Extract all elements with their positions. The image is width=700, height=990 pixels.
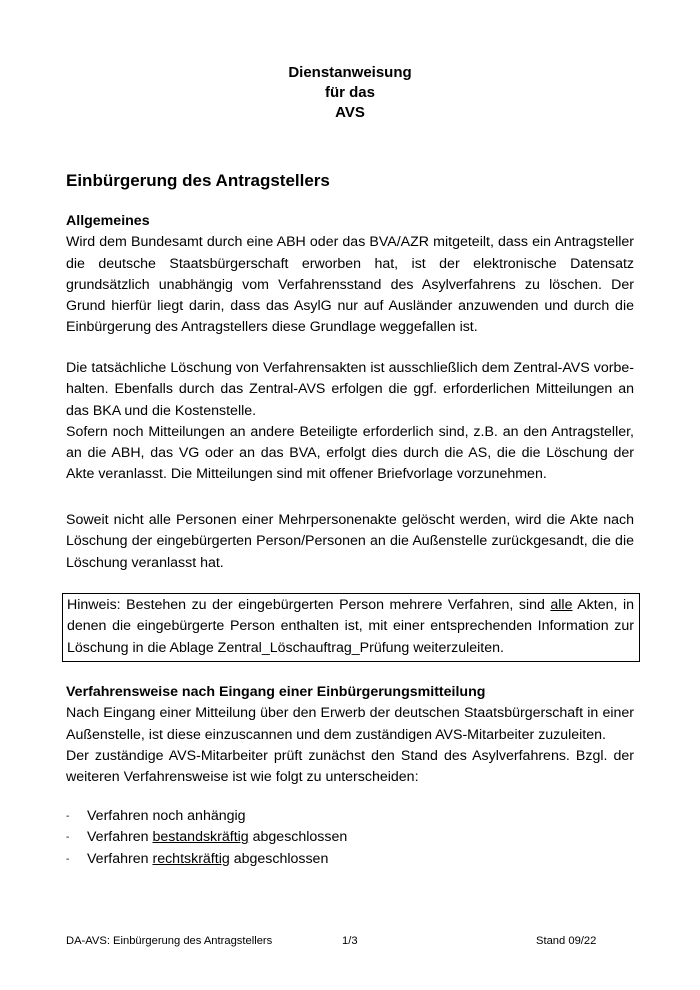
list-item [66, 827, 347, 848]
title-line-2: für das [324, 84, 375, 101]
hint-text-before: Hinweis: Bestehen zu der eingebürgerten Person mehrere Verfahren, sind [67, 597, 551, 613]
list-bullet: - [66, 832, 70, 844]
multi-person-section [66, 510, 634, 574]
procedure-section [66, 682, 634, 788]
hint-underlined-word: alle [550, 597, 573, 613]
title-line-3: AVS [335, 104, 365, 121]
procedure-paragraph-2: Der zuständige AVS-Mitarbeiter prüft zunächst den Stand des Asylverfahrens. Bzgl. der weiteren Verfahrensweise ist wie folgt zu unterscheiden: [66, 747, 634, 786]
list-item-underlined: rechtskräftig [152, 850, 230, 867]
footer-version: Stand 09/22 [536, 935, 597, 947]
document-title [0, 63, 700, 123]
list-item [66, 806, 347, 827]
section-heading: Einbürgerung des Antragstellers [66, 171, 330, 190]
footer-page-number: 1/3 [342, 935, 358, 947]
list-item-text-before: Verfahren [87, 850, 153, 867]
list-item-text-before: Verfahren [87, 829, 153, 846]
deletion-section [66, 358, 634, 486]
hint-text-after: Akten, in denen die eingebürgerte Person enthalten ist, mit einer entsprechenden Information zur Löschung in die Ablage Zentral_Löschauftrag_Prüfung weiterzuleiten. [67, 597, 634, 656]
procedure-list [66, 806, 347, 870]
list-bullet: - [66, 811, 70, 822]
general-heading: Allgemeines [66, 213, 150, 229]
procedure-paragraph-1: Nach Eingang einer Mitteilung über den Erwerb der deutschen Staatsbürgerschaft in einer Außenstelle, ist diese einzuscannen und dem zuständigen AVS-Mitarbeiter zuzuleiten. [66, 705, 634, 743]
list-item-text-after: abgeschlossen [229, 850, 329, 867]
hint-box [62, 593, 640, 662]
list-item [66, 849, 347, 870]
deletion-paragraph-1: Die tatsächliche Löschung von Verfahrensakten ist ausschließlich dem Zentral-AVS vorbe-halten. Ebenfalls durch das Zentral-AVS erfolgen die ggf. erforderlichen Mitteilungen an das BKA und die Kostenstelle. [66, 360, 634, 419]
list-item-underlined: bestandskräftig [152, 829, 249, 846]
list-item-text-after: abgeschlossen [248, 829, 348, 846]
deletion-paragraph-2: Sofern noch Mitteilungen an andere Beteiligte erforderlich sind, z.B. an den Antragsteller, an die ABH, das VG oder an das BVA, erfolgt dies durch die AS, die die Löschung der Akte veranlasst. Die Mitteilungen sind mit offener Briefvorlage vorzunehmen. [66, 423, 634, 483]
multi-person-paragraph: Soweit nicht alle Personen einer Mehrpersonenakte gelöscht werden, wird die Akte nach Löschung der eingebürgerten Person/Personen an die Außenstelle zurückgesandt, die die Löschung veranlasst hat. [66, 512, 634, 571]
footer-document-name: DA-AVS: Einbürgerung des Antragstellers [66, 935, 273, 947]
general-section [66, 211, 634, 339]
list-item-text: Verfahren noch anhängig [87, 808, 246, 824]
list-bullet: - [66, 853, 70, 865]
procedure-heading: Verfahrensweise nach Eingang einer Einbürgerungsmitteilung [66, 684, 486, 700]
title-line-1: Dienstanweisung [288, 64, 412, 81]
general-paragraph: Wird dem Bundesamt durch eine ABH oder das BVA/AZR mitgeteilt, dass ein Antragsteller die deutsche Staatsbürgerschaft erworben hat, ist der elektronische Datensatz grundsätzlich unabhängig vom Verfahrensstand des Asylverfahrens zu löschen. Der Grund hierfür liegt darin, dass das AsylG nur auf Ausländer anzuwenden und durch die Einbürgerung des Antragstellers diese Grundlage weggefallen ist. [66, 234, 634, 336]
